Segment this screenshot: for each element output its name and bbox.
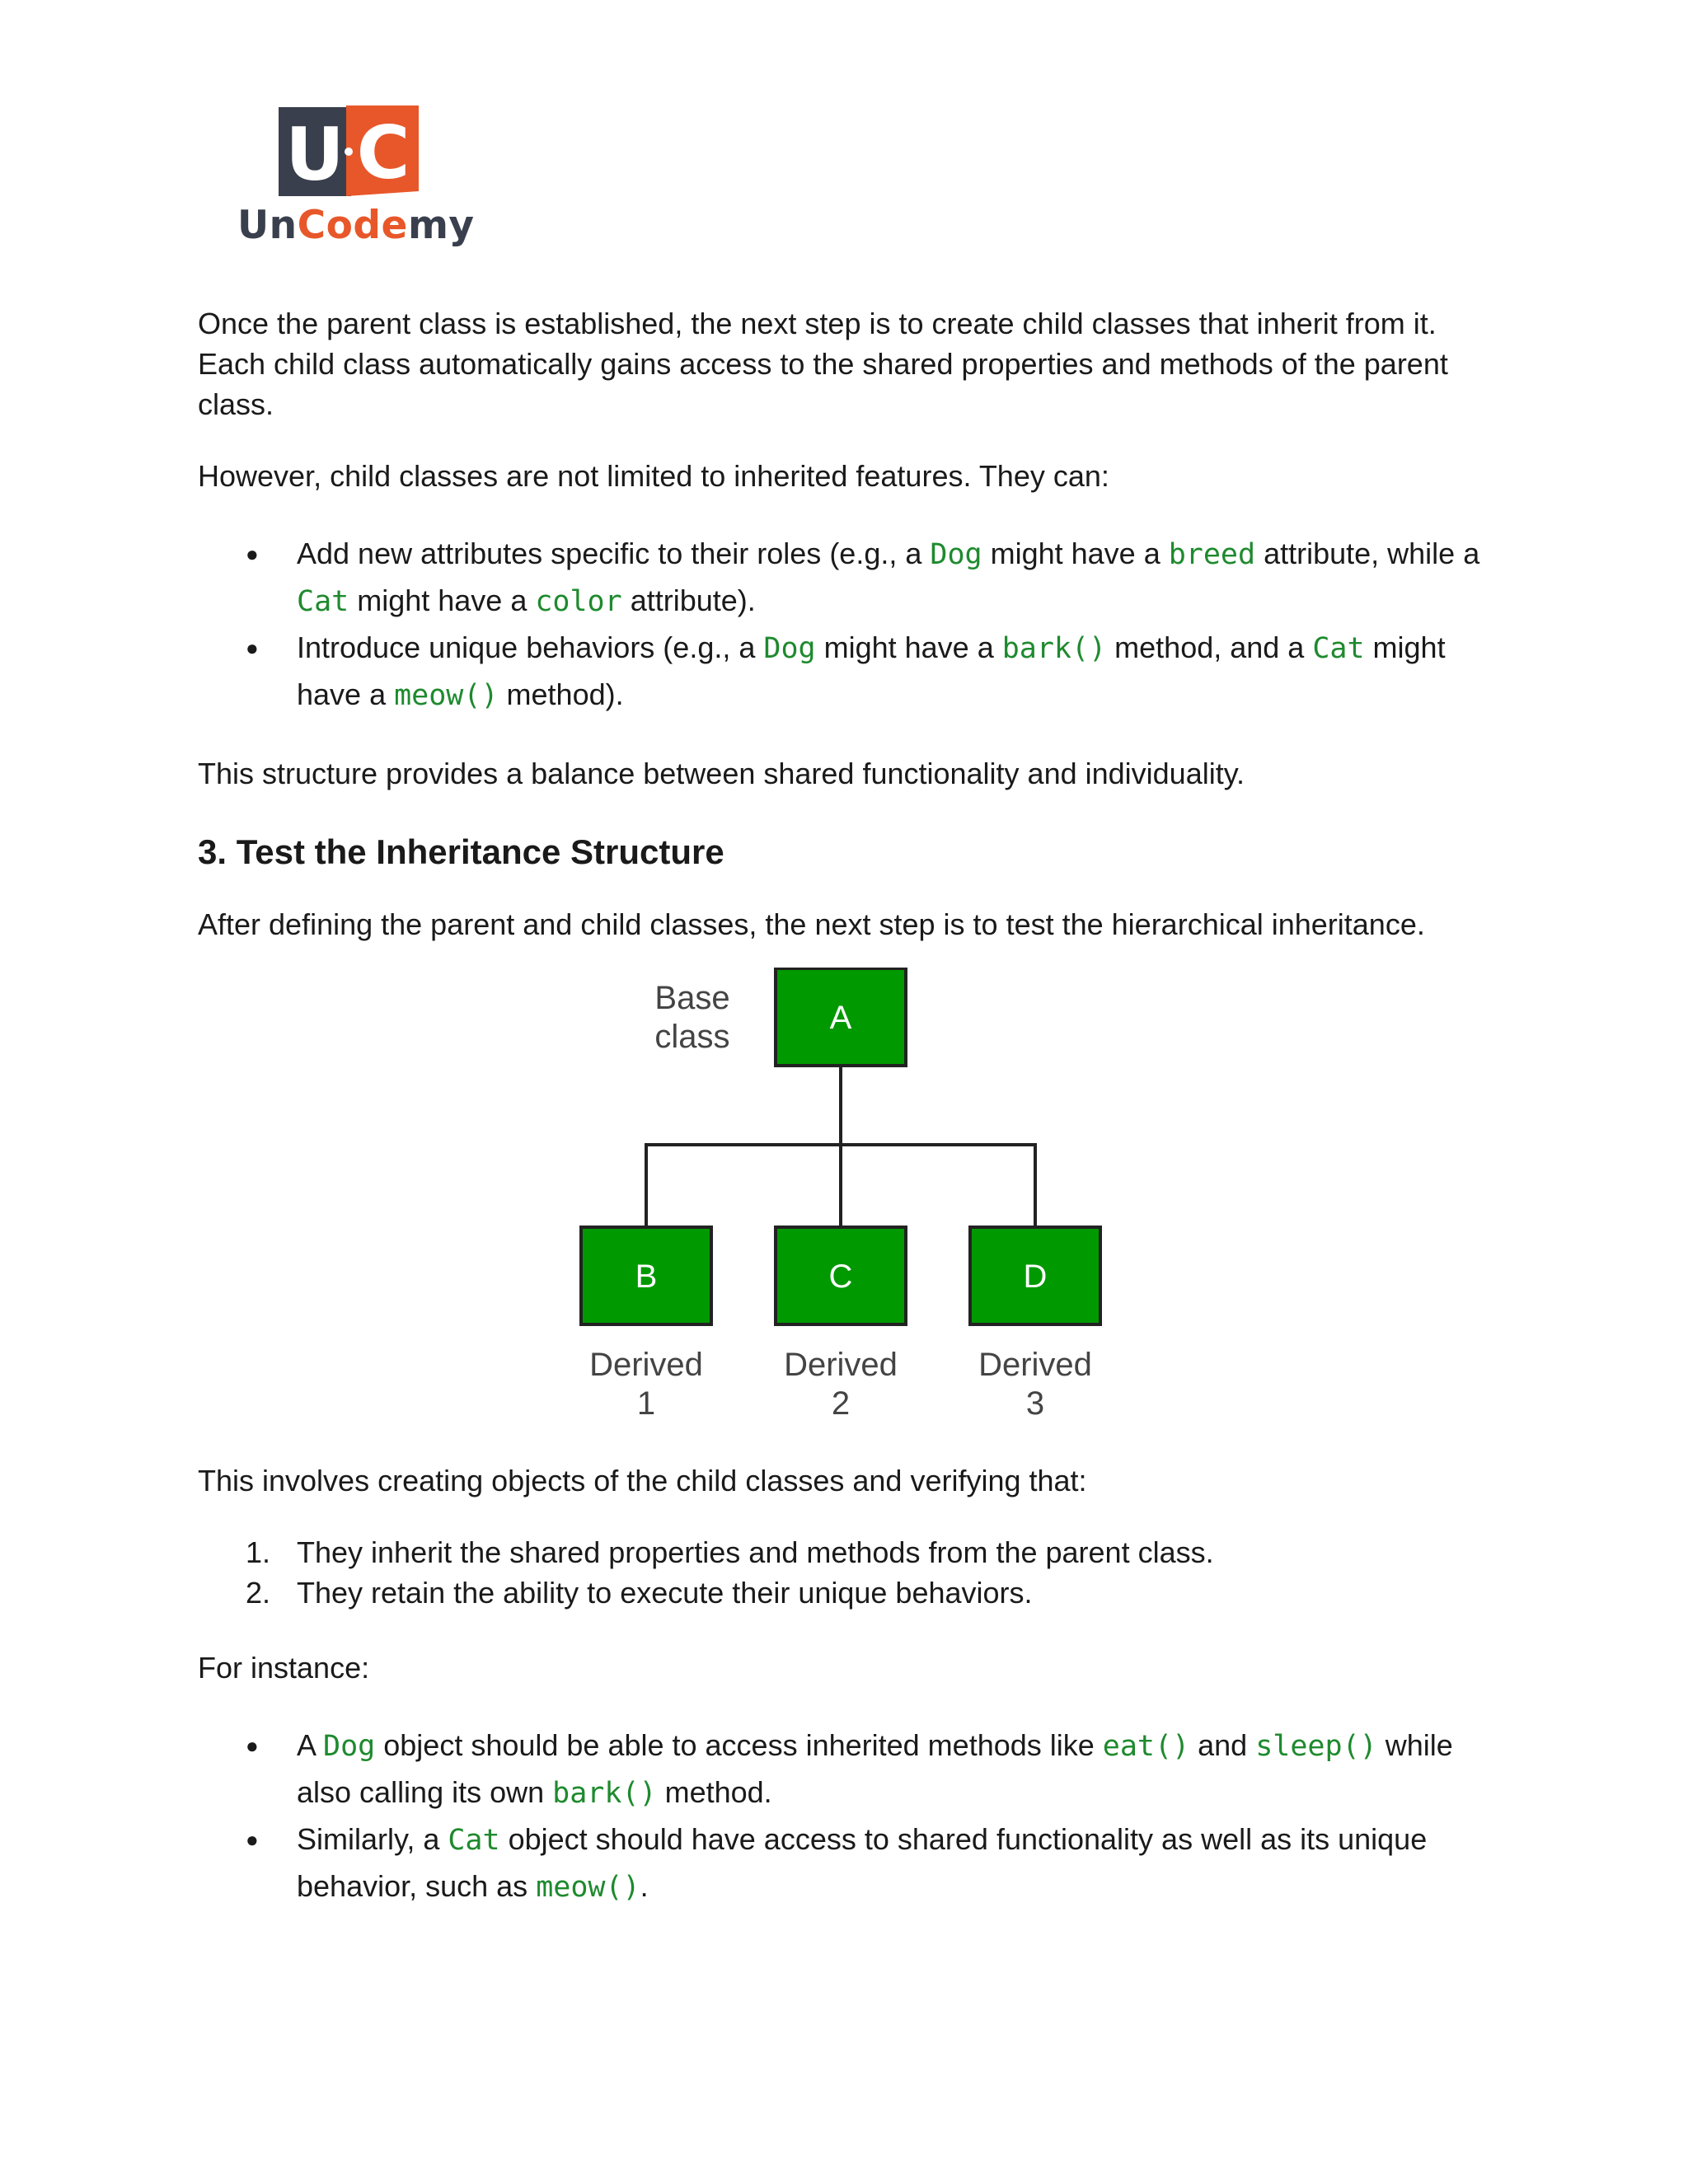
node-child-3-label: D	[1023, 1258, 1048, 1295]
list-item	[198, 1572, 1500, 1613]
node-child-2-label: C	[828, 1258, 853, 1295]
inheritance-diagram-svg	[198, 968, 1500, 1460]
balance-paragraph: This structure provides a balance between shared functionality and individuality.	[198, 757, 1245, 790]
list-item: ● A Dog object should be able to access inherited methods like eat() and sleep() while also calling its own bark() method.	[198, 1722, 1500, 1816]
child-3-caption-line2: 3	[1025, 1385, 1045, 1422]
logo-mark-dot	[345, 148, 353, 156]
code-breed: breed	[1168, 538, 1256, 571]
document-body	[198, 303, 1500, 1910]
child-1-caption-line1: Derived	[589, 1347, 703, 1383]
uncodemy-logo	[237, 105, 476, 254]
list-item: ● Introduce unique behaviors (e.g., a Dog might have a bark() method, and a Cat might have a meow() method).	[198, 625, 1500, 719]
child-capabilities-list	[198, 531, 1500, 719]
node-child-1-label: B	[635, 1258, 658, 1295]
code-meow: meow()	[394, 679, 499, 712]
logo-mark-right-letter: C	[356, 110, 410, 195]
code-sleep: sleep()	[1255, 1730, 1377, 1763]
base-label-line1: Base	[654, 980, 730, 1016]
node-base-label: A	[829, 1000, 852, 1036]
code-dog: Dog	[763, 632, 816, 665]
code-bark: bark()	[552, 1777, 657, 1810]
child-3-caption-line1: Derived	[978, 1347, 1092, 1383]
child-2-caption-line2: 2	[831, 1385, 851, 1422]
logo-wordmark	[237, 203, 476, 248]
intro-paragraph: Once the parent class is established, the next step is to create child classes that inherit from it. Each child class automatically gains access to the shared properties and methods of the parent class.	[198, 307, 1448, 421]
logo-word-part1: Un	[237, 203, 298, 248]
code-bark: bark()	[1001, 632, 1107, 665]
code-dog: Dog	[323, 1730, 376, 1763]
list-number: 1.	[246, 1535, 271, 1569]
after-paragraph: After defining the parent and child classes, the next step is to test the hierarchical inheritance.	[198, 907, 1425, 941]
logo-word-part3: my	[407, 203, 475, 248]
code-eat: eat()	[1102, 1730, 1190, 1763]
list-item	[198, 1532, 1500, 1572]
code-dog: Dog	[930, 538, 982, 571]
example-list	[198, 1722, 1500, 1910]
base-label-line2: class	[654, 1019, 730, 1055]
logo-word-part2: Code	[297, 203, 408, 248]
list-item-text: They inherit the shared properties and methods from the parent class.	[297, 1535, 1214, 1569]
list-item-text: They retain the ability to execute their unique behaviors.	[297, 1576, 1033, 1610]
code-cat: Cat	[1312, 632, 1365, 665]
child-2-caption-line1: Derived	[784, 1347, 898, 1383]
logo-mark-left-letter: U	[285, 112, 345, 196]
involves-paragraph: This involves creating objects of the child classes and verifying that:	[198, 1464, 1087, 1497]
code-cat: Cat	[297, 585, 349, 618]
code-meow: meow()	[536, 1871, 640, 1904]
instance-paragraph: For instance:	[198, 1651, 370, 1685]
however-paragraph: However, child classes are not limited to inherited features. They can:	[198, 459, 1109, 493]
list-item: ● Add new attributes specific to their roles (e.g., a Dog might have a breed attribute, while a Cat might have a color attribute).	[198, 531, 1500, 625]
logo-mark	[279, 105, 419, 196]
list-number: 2.	[246, 1576, 271, 1610]
section-heading: 3. Test the Inheritance Structure	[198, 832, 724, 871]
inheritance-diagram	[198, 968, 1500, 1460]
verification-list	[198, 1532, 1500, 1613]
code-color: color	[535, 585, 622, 618]
list-item: ● Similarly, a Cat object should have access to shared functionality as well as its unique behavior, such as meow().	[198, 1816, 1500, 1910]
code-cat: Cat	[448, 1824, 500, 1857]
child-1-caption-line2: 1	[636, 1385, 656, 1422]
